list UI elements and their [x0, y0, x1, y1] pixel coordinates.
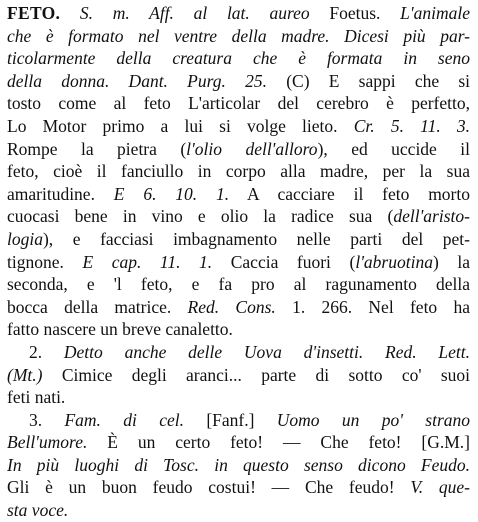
entry-line	[7, 183, 470, 206]
definition-text: Fam. di cel.	[64, 409, 184, 430]
entry-line	[7, 296, 470, 319]
entry-line	[7, 251, 470, 274]
quote-text: ), ed uccide il	[317, 138, 470, 159]
lemma-headword: FETO.	[7, 3, 61, 23]
entry-line	[7, 47, 470, 70]
gloss-text: l'abruotina	[355, 251, 433, 272]
grammar-note: S. m. Aff. al lat. aureo	[79, 3, 310, 23]
sense-number: 3.	[29, 409, 65, 430]
entry-line	[7, 499, 470, 522]
quote-text: feto, cioè il fanciullo in corpo alla madre, per la sua	[7, 161, 470, 182]
entry-line	[7, 386, 470, 409]
quote-text: Gli è un buon feudo costui! — Che feudo!	[7, 477, 411, 498]
citation-text: E 6. 10. 1.	[113, 183, 230, 204]
definition-text: L'animale	[400, 3, 470, 23]
quote-text: A cacciare il feto morto	[229, 183, 470, 204]
entry-line	[7, 431, 470, 454]
entry-line	[7, 2, 470, 25]
entry-line	[7, 273, 470, 296]
entry-line	[7, 25, 470, 48]
entry-line	[7, 454, 470, 477]
quote-text: bocca della matrice.	[7, 296, 188, 317]
definition-text: Detto anche delle Uova d'insetti. Red. Lett.	[63, 341, 470, 362]
gloss-text: logia	[7, 228, 43, 249]
cross-reference: sta voce.	[7, 500, 69, 521]
entry-line	[7, 70, 470, 93]
sense-number: 2.	[29, 341, 64, 362]
entry-line	[7, 115, 470, 138]
citation-text: Red. Cons.	[187, 296, 276, 317]
gloss-text: dell'aristo-	[393, 206, 470, 227]
entry-line	[7, 205, 470, 228]
quote-text: amaritudine.	[7, 183, 114, 204]
quote-text: ), e facciasi imbagnamento nelle parti del pet-	[42, 228, 470, 249]
citation-text: Cr. 5. 11. 3.	[353, 115, 470, 136]
entry-line	[7, 364, 470, 387]
quote-text: fatto nascere un breve canaletto.	[7, 319, 233, 340]
cross-reference: V. que-	[410, 477, 470, 498]
quote-text: cuocasi bene in vino e olio la radice sua (	[7, 206, 394, 227]
latin-word: Foetus.	[309, 3, 401, 23]
quote-text: È un certo feto! — Che feto! [G.M.]	[87, 432, 470, 453]
quote-text: 1. 266. Nel feto ha	[275, 296, 470, 317]
definition-text: Uomo un po' strano	[276, 409, 470, 430]
gloss-text: l'olio dell'alloro	[186, 138, 318, 159]
definition-text: In più luoghi di Tosc. in questo senso dicono Feudo.	[7, 454, 470, 475]
quote-text: Caccia fuori (	[212, 251, 356, 272]
source-tag: [Fanf.]	[183, 409, 277, 430]
citation-text: della donna. Dant. Purg. 25.	[7, 70, 267, 91]
quote-text: (C) E sappi che si	[266, 70, 470, 91]
quote-text: tosto come al feto L'articolar del cerebro è perfetto,	[7, 93, 470, 114]
entry-line	[7, 138, 470, 161]
quote-text: seconda, e 'l feto, e fa pro al ragunamento della	[7, 274, 470, 295]
definition-text: Bell'umore.	[7, 432, 88, 453]
entry-line	[7, 476, 470, 499]
citation-text: E cap. 11. 1.	[82, 251, 213, 272]
quote-text: Lo Motor primo a lui si volge lieto.	[7, 115, 354, 136]
quote-text: ) la	[432, 251, 470, 272]
definition-text: che è formato nel ventre della madre. Dicesi più par-	[7, 25, 470, 46]
definition-text: ticolarmente della creatura che è formata in seno	[7, 48, 470, 69]
entry-line	[7, 160, 470, 183]
entry-line	[7, 341, 470, 364]
quote-text: Cimice degli aranci... parte di sotto co' suoi	[42, 364, 470, 385]
entry-line	[7, 409, 470, 432]
quote-text: feti nati.	[7, 387, 66, 408]
entry-line	[7, 318, 470, 341]
quote-text: Rompe la pietra (	[7, 138, 187, 159]
quote-text: tignone.	[7, 251, 83, 272]
entry-line	[7, 228, 470, 251]
entry-line	[7, 92, 470, 115]
citation-text: (Mt.)	[7, 364, 43, 385]
